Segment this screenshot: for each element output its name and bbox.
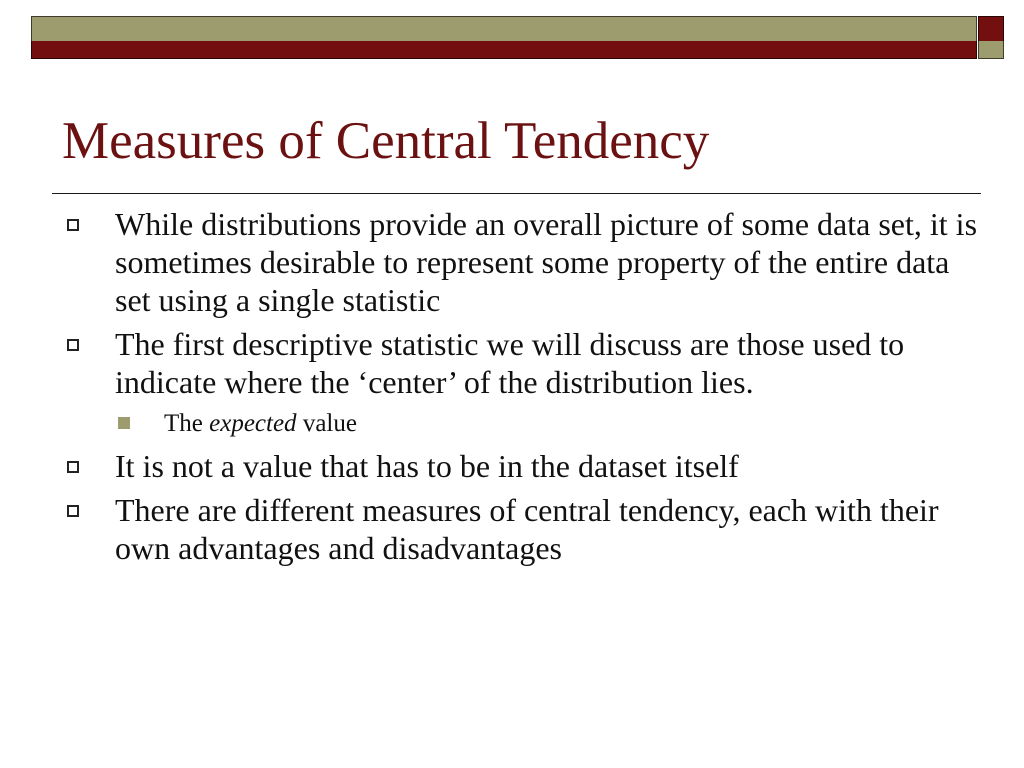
bullet-item (0, 325, 1024, 401)
filled-square-icon (118, 417, 130, 429)
bullet-item (0, 491, 1024, 567)
title-divider (52, 193, 981, 194)
bullet-text: The first descriptive statistic we will discuss are those used to indicate where the ‘center’ of the distribution lies. (115, 326, 905, 400)
bullet-text: It is not a value that has to be in the dataset itself (115, 448, 739, 484)
slide-body (0, 205, 1024, 573)
bullet-text: There are different measures of central tendency, each with their own advantages and disadvantages (115, 492, 939, 566)
hollow-square-icon (67, 505, 79, 517)
hollow-square-icon (67, 461, 79, 473)
sub-bullet-prefix: The (164, 410, 210, 437)
header-bar-olive (31, 16, 977, 42)
sub-bullet-suffix: value (296, 410, 357, 437)
sub-bullet-emphasis: expected (209, 410, 297, 437)
bullet-item (0, 205, 1024, 319)
sub-bullet-item (0, 407, 1024, 441)
slide-title: Measures of Central Tendency (62, 112, 710, 170)
header-corner-olive (978, 41, 1004, 59)
hollow-square-icon (67, 219, 79, 231)
bullet-text: While distributions provide an overall picture of some data set, it is sometimes desirable to represent some property of the entire data set using a single statistic (115, 206, 978, 318)
header-corner-maroon (978, 16, 1004, 42)
header-bar-maroon (31, 41, 977, 59)
hollow-square-icon (67, 339, 79, 351)
bullet-item (0, 447, 1024, 485)
